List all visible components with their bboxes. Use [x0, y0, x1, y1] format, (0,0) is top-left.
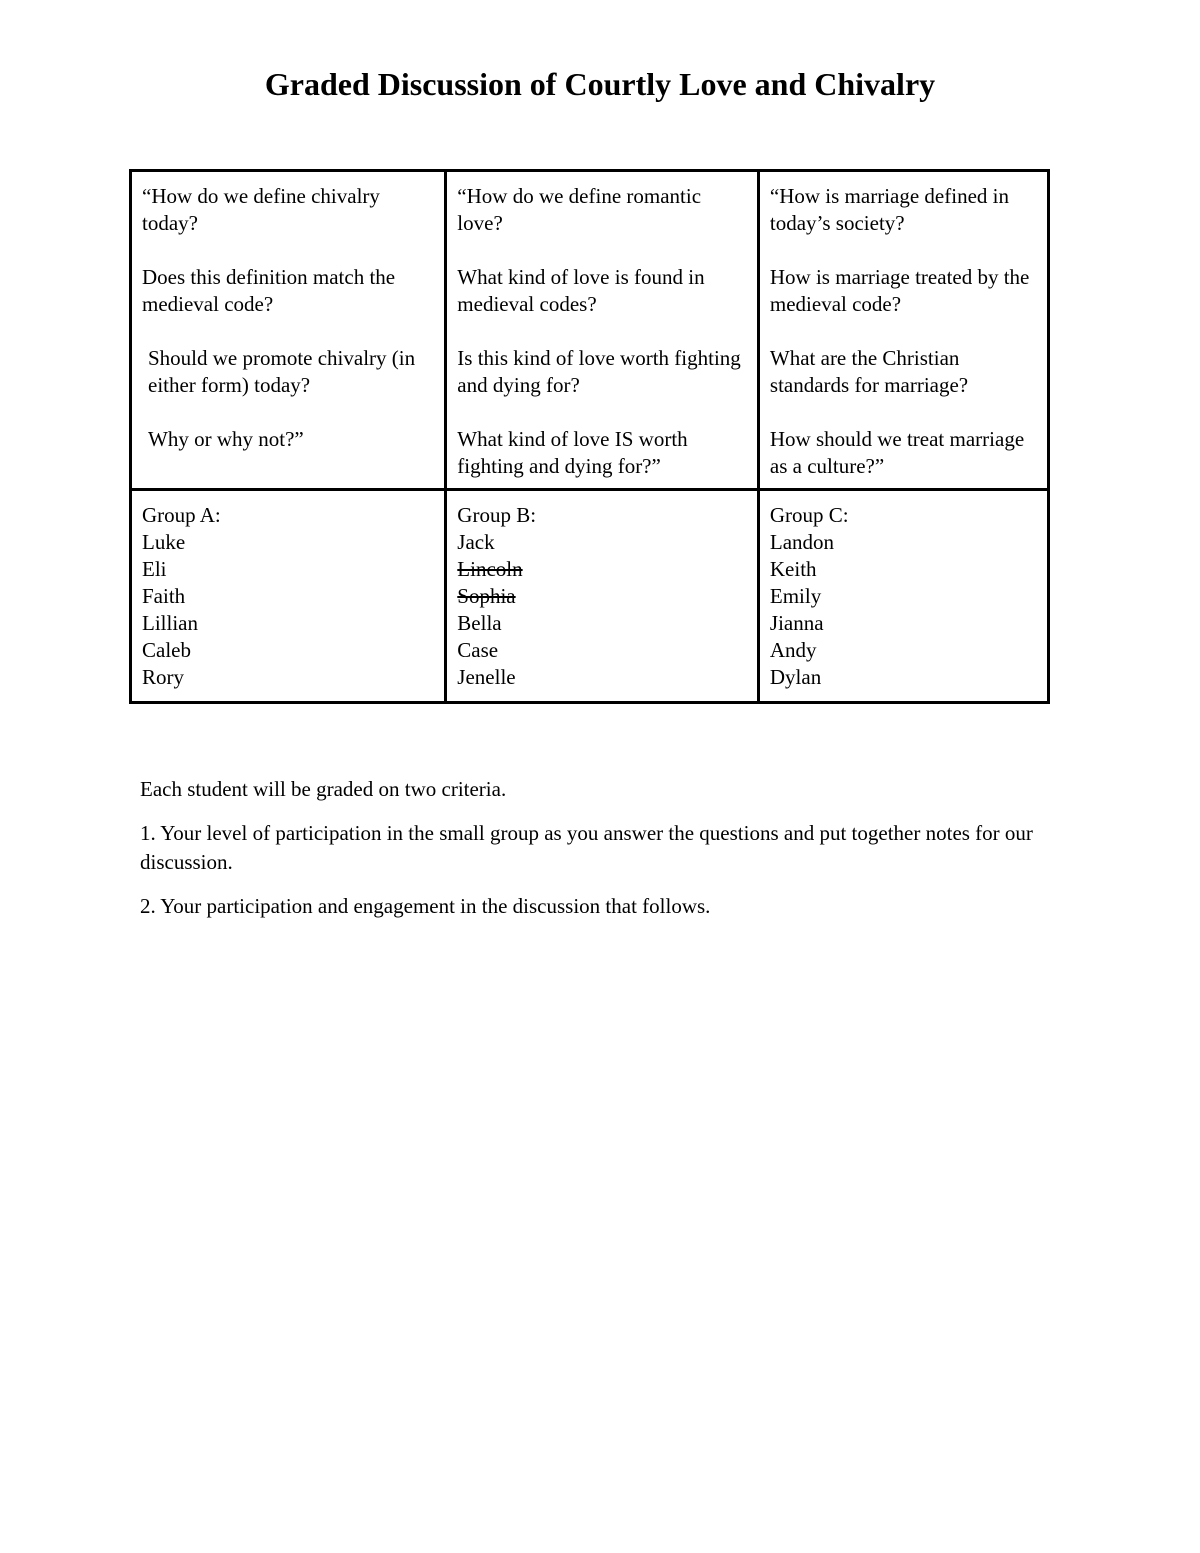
group-member: Caleb [142, 638, 191, 662]
grading-criteria [140, 775, 1040, 936]
question: Is this kind of love worth fighting and dying for? [457, 346, 741, 397]
group-member: Rory [142, 665, 184, 689]
group-a-cell [131, 490, 446, 703]
group-member: Jack [457, 530, 495, 554]
group-b-cell [446, 490, 759, 703]
question: What kind of love is found in medieval codes? [457, 265, 705, 316]
group-label: Group B: [457, 503, 537, 527]
criteria-item: 1. Your level of participation in the small group as you answer the questions and put together notes for our discussion. [140, 821, 1033, 874]
group-member: Luke [142, 530, 186, 554]
question: Does this definition match the medieval code? [142, 265, 396, 316]
group-member: Faith [142, 584, 186, 608]
group-label: Group C: [769, 503, 849, 527]
criteria-item: 2. Your participation and engagement in the discussion that follows. [140, 894, 711, 918]
page-title: Graded Discussion of Courtly Love and Chivalry [264, 66, 936, 102]
group-member: Sophia [457, 584, 516, 608]
question: How should we treat marriage as a culture?” [769, 427, 1025, 478]
discussion-groups-table [129, 169, 1050, 704]
group-member: Jenelle [457, 665, 516, 689]
group-member: Andy [769, 638, 817, 662]
questions-cell-marriage [758, 171, 1048, 490]
group-member: Keith [769, 557, 817, 581]
question: What are the Christian standards for marriage? [769, 346, 969, 397]
question: “How do we define romantic love? [457, 184, 702, 235]
question: How is marriage treated by the medieval code? [769, 265, 1030, 316]
group-member: Lillian [142, 611, 198, 635]
question: Why or why not?” [148, 427, 304, 451]
group-member: Dylan [769, 665, 822, 689]
question: What kind of love IS worth fighting and dying for?” [457, 427, 688, 478]
group-member: Lincoln [457, 557, 523, 581]
group-member: Jianna [769, 611, 824, 635]
group-member: Eli [142, 557, 167, 581]
questions-row [131, 171, 1049, 490]
question: “How do we define chivalry today? [142, 184, 380, 235]
group-member: Emily [769, 584, 822, 608]
group-c-cell [758, 490, 1048, 703]
group-member: Landon [769, 530, 835, 554]
group-member: Case [457, 638, 499, 662]
questions-cell-romantic-love [446, 171, 759, 490]
question: “How is marriage defined in today’s society? [769, 184, 1009, 235]
question: Should we promote chivalry (in either form) today? [148, 346, 416, 397]
group-member: Bella [457, 611, 502, 635]
members-row [131, 490, 1049, 703]
criteria-intro: Each student will be graded on two criteria. [140, 777, 507, 801]
questions-cell-chivalry [131, 171, 446, 490]
group-label: Group A: [142, 503, 221, 527]
